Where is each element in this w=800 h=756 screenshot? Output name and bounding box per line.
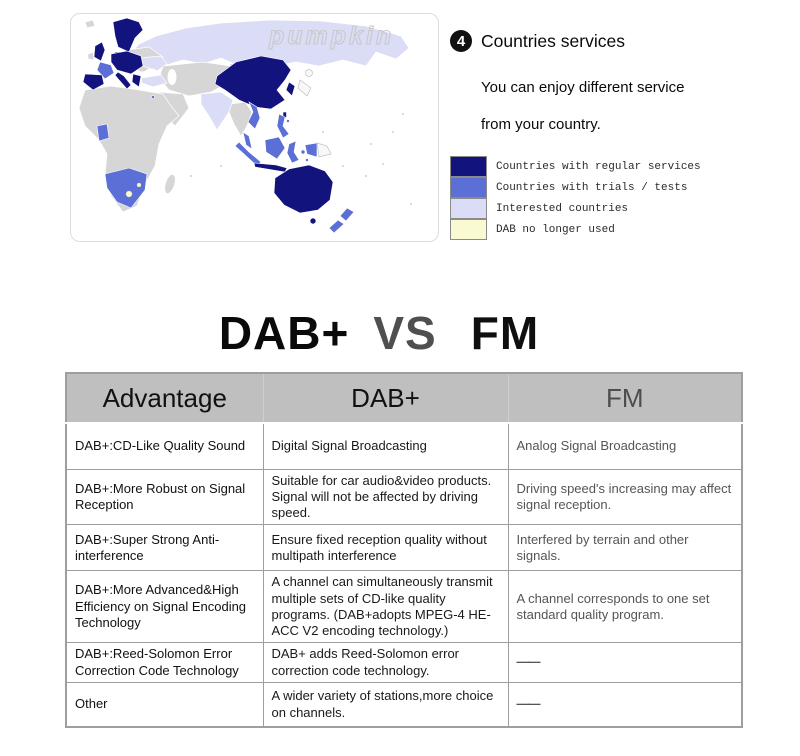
dab-cell: A wider variety of stations,more choice on channels. (263, 682, 508, 727)
fm-cell: A channel corresponds to one set standard quality program. (508, 571, 742, 643)
advantage-cell: DAB+:CD-Like Quality Sound (66, 423, 263, 469)
legend-color-swatch (450, 156, 487, 177)
table-row (66, 682, 742, 727)
legend-color-swatch (450, 177, 487, 198)
brand-watermark: pumpkin (269, 22, 395, 50)
fm-cell: Analog Signal Broadcasting (508, 423, 742, 469)
header-advantage: Advantage (66, 373, 263, 423)
table-row (66, 469, 742, 525)
advantage-cell: DAB+:Reed-Solomon Error Correction Code Technology (66, 643, 263, 683)
legend-color-swatch (450, 219, 487, 240)
legend-item (450, 198, 701, 219)
advantage-cell: DAB+:More Advanced&High Efficiency on Signal Encoding Technology (66, 571, 263, 643)
legend-item (450, 156, 701, 177)
step-number-badge: 4 (450, 30, 472, 52)
legend-label: Interested countries (496, 202, 629, 215)
map-legend (450, 156, 701, 240)
table-row (66, 571, 742, 643)
title-vs: VS (373, 307, 437, 359)
description-line: from your country. (481, 116, 601, 133)
title-dab: DAB+ (218, 307, 350, 359)
table-row (66, 525, 742, 571)
world-map-graphic (71, 14, 438, 241)
legend-label: Countries with trials / tests (496, 181, 688, 194)
dab-vs-fm-table (65, 372, 743, 728)
description-line: You can enjoy different service (481, 79, 685, 96)
table-header-row (66, 373, 742, 423)
fm-cell: —— (508, 643, 742, 683)
title-fm: FM (470, 307, 540, 359)
fm-cell: Driving speed's increasing may affect signal reception. (508, 469, 742, 525)
advantage-cell: Other (66, 682, 263, 727)
fm-cell: —— (508, 682, 742, 727)
legend-color-swatch (450, 198, 487, 219)
header-dab: DAB+ (263, 373, 508, 423)
section-description (481, 69, 780, 143)
table-row (66, 423, 742, 469)
fm-cell: Interfered by terrain and other signals. (508, 525, 742, 571)
header-fm: FM (508, 373, 742, 423)
advantage-cell: DAB+:Super Strong Anti-interference (66, 525, 263, 571)
dab-cell: Ensure fixed reception quality without multipath interference (263, 525, 508, 571)
dab-cell: A channel can simultaneously transmit multiple sets of CD-like quality programs. (DAB+adopts MPEG-4 HE-ACC V2 encoding technology.) (263, 571, 508, 643)
legend-item (450, 177, 701, 198)
legend-item (450, 219, 701, 240)
section-title: Countries services (481, 30, 625, 51)
legend-label: DAB no longer used (496, 223, 615, 236)
table-row (66, 643, 742, 683)
advantage-cell: DAB+:More Robust on Signal Reception (66, 469, 263, 525)
countries-services-section (450, 30, 780, 143)
dab-cell: Suitable for car audio&video products. Signal will not be affected by driving speed. (263, 469, 508, 525)
dab-cell: Digital Signal Broadcasting (263, 423, 508, 469)
legend-label: Countries with regular services (496, 160, 701, 173)
comparison-title (0, 306, 758, 360)
dab-cell: DAB+ adds Reed-Solomon error correction code technology. (263, 643, 508, 683)
dab-coverage-map (70, 13, 439, 242)
